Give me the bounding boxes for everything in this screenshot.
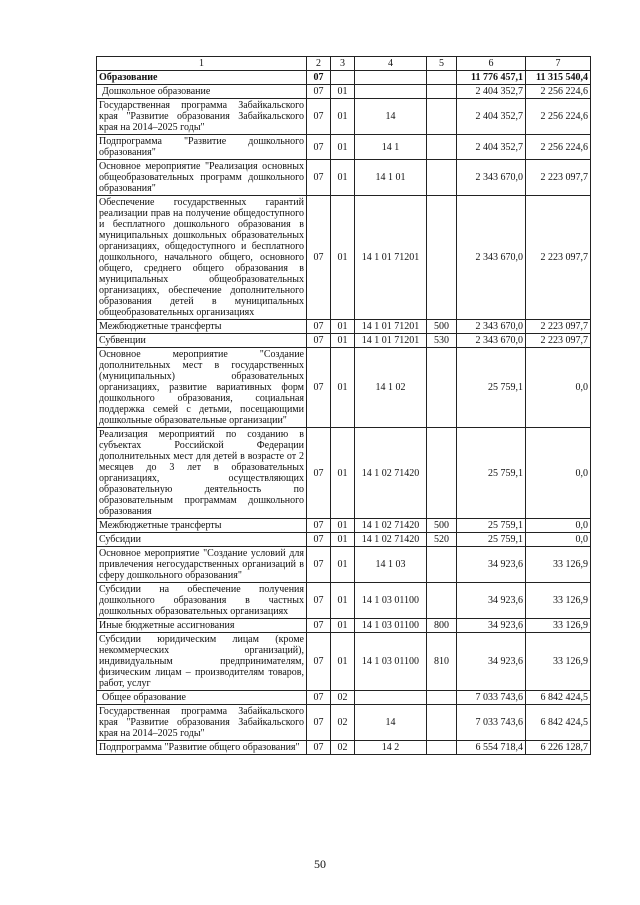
table-row [97,547,591,583]
header-cell: 7 [526,57,591,71]
section-code: 07 [307,691,331,705]
table-row [97,533,591,547]
target-article-code: 14 1 02 71420 [355,519,427,533]
table-row [97,633,591,691]
subsection-code: 01 [331,99,355,135]
amount-col6: 25 759,1 [457,348,526,428]
target-article-code: 14 1 03 01100 [355,633,427,691]
table-row [97,741,591,755]
section-code: 07 [307,519,331,533]
amount-col6: 25 759,1 [457,519,526,533]
section-code: 07 [307,196,331,320]
subsection-code: 02 [331,691,355,705]
section-code: 07 [307,583,331,619]
subsection-code: 01 [331,85,355,99]
amount-col6: 34 923,6 [457,547,526,583]
amount-col7: 2 256 224,6 [526,99,591,135]
amount-col6: 6 554 718,4 [457,741,526,755]
amount-col7: 2 223 097,7 [526,196,591,320]
target-article-code: 14 [355,705,427,741]
amount-col6: 25 759,1 [457,428,526,519]
subsection-code: 01 [331,334,355,348]
item-name: Подпрограмма "Развитие общего образования" [97,741,307,755]
subsection-code: 01 [331,583,355,619]
amount-col7: 33 126,9 [526,619,591,633]
item-name: Субсидии на обеспечение получения дошкольного образования в частных дошкольных образовательных организациях [97,583,307,619]
amount-col7: 0,0 [526,348,591,428]
table-row [97,71,591,85]
amount-col6: 11 776 457,1 [457,71,526,85]
item-name: Основное мероприятие "Реализация основных общеобразовательных программ дошкольного образования" [97,160,307,196]
expense-type-code [427,547,457,583]
header-cell: 5 [427,57,457,71]
subsection-code: 01 [331,633,355,691]
amount-col7: 2 256 224,6 [526,85,591,99]
amount-col7: 2 256 224,6 [526,135,591,160]
item-name: Основное мероприятие "Создание дополнительных мест в государственных (муниципальных) образовательных организациях, развитие вариативных форм дошкольного образования, социальная поддержка семей с детьми, посещающими дошкольные образовательные организации" [97,348,307,428]
section-code: 07 [307,135,331,160]
target-article-code: 14 1 03 [355,547,427,583]
amount-col7: 2 223 097,7 [526,334,591,348]
amount-col7: 6 842 424,5 [526,705,591,741]
expense-type-code [427,705,457,741]
header-cell: 6 [457,57,526,71]
amount-col7: 11 315 540,4 [526,71,591,85]
amount-col6: 2 404 352,7 [457,99,526,135]
amount-col6: 34 923,6 [457,633,526,691]
item-name: Обеспечение государственных гарантий реализации прав на получение общедоступного и бесплатного дошкольного образования в муниципальных дошкольных образовательных организациях, общедоступного и бесплатного дошкольного, начального общего, основного общего, среднего общего образования в муниципальных общеобразовательных организациях, обеспечение дополнительного образования детей в муниципальных общеобразовательных организациях [97,196,307,320]
target-article-code: 14 1 01 71201 [355,196,427,320]
amount-col7: 0,0 [526,533,591,547]
table-row [97,691,591,705]
section-code: 07 [307,85,331,99]
expense-type-code: 800 [427,619,457,633]
amount-col7: 33 126,9 [526,583,591,619]
section-code: 07 [307,428,331,519]
subsection-code: 01 [331,160,355,196]
expense-type-code [427,583,457,619]
target-article-code: 14 1 01 71201 [355,320,427,334]
expense-type-code [427,348,457,428]
subsection-code: 01 [331,533,355,547]
table-row [97,348,591,428]
target-article-code: 14 1 01 [355,160,427,196]
amount-col6: 2 343 670,0 [457,160,526,196]
amount-col7: 2 223 097,7 [526,320,591,334]
header-cell: 4 [355,57,427,71]
section-code: 07 [307,334,331,348]
amount-col7: 0,0 [526,428,591,519]
subsection-code: 01 [331,135,355,160]
target-article-code: 14 1 02 71420 [355,533,427,547]
page-number: 50 [314,857,326,871]
expense-type-code: 810 [427,633,457,691]
subsection-code: 01 [331,519,355,533]
target-article-code: 14 1 02 [355,348,427,428]
item-name: Иные бюджетные ассигнования [97,619,307,633]
amount-col6: 2 343 670,0 [457,196,526,320]
section-code: 07 [307,533,331,547]
expense-type-code [427,85,457,99]
amount-col7: 2 223 097,7 [526,160,591,196]
item-name: Субвенции [97,334,307,348]
item-name: Общее образование [97,691,307,705]
expense-type-code [427,99,457,135]
table-header-row [97,57,591,71]
target-article-code [355,691,427,705]
table-row [97,160,591,196]
subsection-code [331,71,355,85]
table-row [97,334,591,348]
item-name: Основное мероприятие "Создание условий для привлечения негосударственных организаций в сферу дошкольного образования" [97,547,307,583]
item-name: Дошкольное образование [97,85,307,99]
amount-col6: 2 404 352,7 [457,135,526,160]
table-row [97,705,591,741]
expense-type-code [427,741,457,755]
target-article-code: 14 1 [355,135,427,160]
table-row [97,619,591,633]
expense-type-code: 520 [427,533,457,547]
section-code: 07 [307,320,331,334]
subsection-code: 01 [331,320,355,334]
subsection-code: 01 [331,619,355,633]
item-name: Субсидии [97,533,307,547]
amount-col7: 6 226 128,7 [526,741,591,755]
amount-col7: 0,0 [526,519,591,533]
item-name: Государственная программа Забайкальского края "Развитие образования Забайкальского края на 2014–2025 годы" [97,705,307,741]
table-row [97,135,591,160]
amount-col6: 34 923,6 [457,583,526,619]
target-article-code [355,85,427,99]
item-name: Государственная программа Забайкальского края "Развитие образования Забайкальского края на 2014–2025 годы" [97,99,307,135]
header-cell: 3 [331,57,355,71]
item-name: Образование [97,71,307,85]
target-article-code: 14 2 [355,741,427,755]
expense-type-code [427,196,457,320]
expense-type-code: 530 [427,334,457,348]
target-article-code: 14 1 03 01100 [355,583,427,619]
table-row [97,519,591,533]
section-code: 07 [307,160,331,196]
subsection-code: 01 [331,428,355,519]
expense-type-code: 500 [427,320,457,334]
amount-col6: 2 343 670,0 [457,334,526,348]
subsection-code: 02 [331,705,355,741]
amount-col6: 2 404 352,7 [457,85,526,99]
expense-type-code [427,691,457,705]
amount-col7: 6 842 424,5 [526,691,591,705]
expense-type-code: 500 [427,519,457,533]
amount-col7: 33 126,9 [526,633,591,691]
subsection-code: 01 [331,348,355,428]
section-code: 07 [307,741,331,755]
expense-type-code [427,428,457,519]
table-row [97,583,591,619]
expense-type-code [427,71,457,85]
subsection-code: 02 [331,741,355,755]
budget-table [96,56,591,755]
target-article-code: 14 1 02 71420 [355,428,427,519]
target-article-code: 14 [355,99,427,135]
amount-col6: 7 033 743,6 [457,691,526,705]
item-name: Подпрограмма "Развитие дошкольного образования" [97,135,307,160]
section-code: 07 [307,705,331,741]
table-row [97,428,591,519]
table-row [97,99,591,135]
amount-col7: 33 126,9 [526,547,591,583]
item-name: Межбюджетные трансферты [97,519,307,533]
header-cell: 2 [307,57,331,71]
item-name: Субсидии юридическим лицам (кроме некоммерческих организаций), индивидуальным предпринимателям, физическим лицам – производителям товаров, работ, услуг [97,633,307,691]
target-article-code: 14 1 01 71201 [355,334,427,348]
section-code: 07 [307,71,331,85]
subsection-code: 01 [331,547,355,583]
amount-col6: 7 033 743,6 [457,705,526,741]
section-code: 07 [307,633,331,691]
table-row [97,320,591,334]
target-article-code [355,71,427,85]
table-row [97,196,591,320]
amount-col6: 34 923,6 [457,619,526,633]
section-code: 07 [307,348,331,428]
expense-type-code [427,160,457,196]
target-article-code: 14 1 03 01100 [355,619,427,633]
subsection-code: 01 [331,196,355,320]
expense-type-code [427,135,457,160]
amount-col6: 2 343 670,0 [457,320,526,334]
section-code: 07 [307,99,331,135]
section-code: 07 [307,547,331,583]
item-name: Межбюджетные трансферты [97,320,307,334]
item-name: Реализация мероприятий по созданию в субъектах Российской Федерации дополнительных мест для детей в возрасте от 2 месяцев до 3 лет в образовательных организациях, осуществляющих образовательную деятельность по образовательным программам дошкольного образования [97,428,307,519]
section-code: 07 [307,619,331,633]
table-row [97,85,591,99]
amount-col6: 25 759,1 [457,533,526,547]
header-cell: 1 [97,57,307,71]
